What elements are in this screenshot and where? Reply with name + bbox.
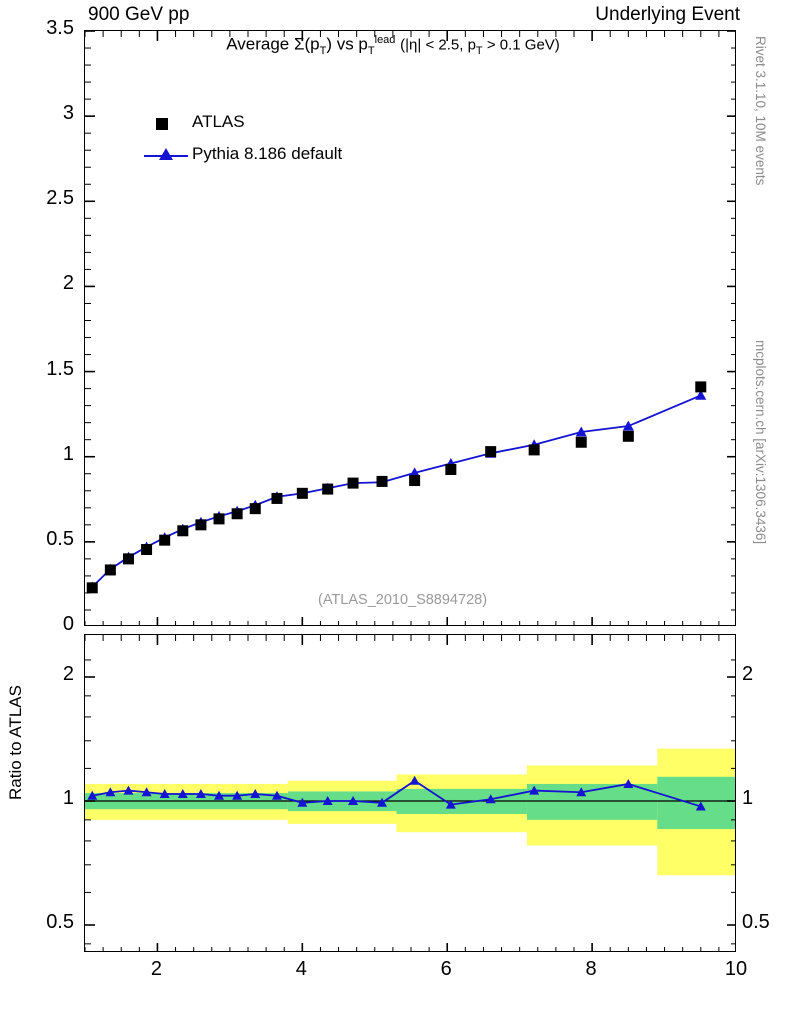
y-tick-label-ratio-right: 0.5 <box>742 911 770 933</box>
x-tick-label: 8 <box>585 958 597 980</box>
y-tick-label-ratio-right: 2 <box>742 663 754 685</box>
ratio-axis-title: Ratio to ATLAS <box>6 685 25 800</box>
arxiv-reference-label: mcplots.cern.ch [arXiv:1306.3436] <box>753 340 768 545</box>
title-sum: Σ(p <box>293 34 320 54</box>
main-plot-svg <box>85 31 736 626</box>
rivet-version-label: Rivet 3.1.10, 10M events <box>753 36 768 186</box>
x-tick-label: 4 <box>295 958 307 980</box>
triangle-marker-icon <box>159 148 173 160</box>
x-tick-label: 6 <box>440 958 452 980</box>
title-mid: ) vs p <box>326 34 368 54</box>
x-tick-label: 2 <box>150 958 162 980</box>
title-sub3: T <box>475 45 483 58</box>
y-tick-label-ratio-right: 1 <box>742 787 754 809</box>
ratio-plot-area <box>84 634 736 952</box>
title-sub1: T <box>319 45 327 58</box>
analysis-watermark: (ATLAS_2010_S8894728) <box>318 592 488 608</box>
square-marker-icon <box>156 118 168 130</box>
y-tick-label-main: 1 <box>62 442 74 465</box>
y-tick-label-ratio: 1 <box>62 787 74 809</box>
y-tick-label-main: 3.5 <box>46 17 74 39</box>
title-sub2: T <box>367 45 375 58</box>
legend-label-atlas: ATLAS <box>192 112 245 131</box>
header-left-label: 900 GeV pp <box>88 4 190 25</box>
header-right-label: Underlying Event <box>595 4 740 25</box>
main-plot-area <box>84 30 736 626</box>
title-avg: Average <box>226 34 290 54</box>
title-cond: (|η| < 2.5, p <box>400 36 476 54</box>
y-tick-label-main: 2 <box>62 272 74 295</box>
ratio-plot-svg <box>85 635 736 952</box>
x-tick-label: 10 <box>724 958 748 980</box>
y-tick-label-main: 2.5 <box>46 187 74 210</box>
y-tick-label-main: 0 <box>62 613 74 635</box>
y-tick-label-main: 1.5 <box>46 357 74 380</box>
plot-title <box>0 34 786 57</box>
y-tick-label-main: 0.5 <box>46 527 74 550</box>
title-sup: lead <box>374 34 396 46</box>
title-cond2: > 0.1 GeV) <box>482 36 560 54</box>
y-tick-label-main: 3 <box>62 102 74 125</box>
y-tick-label-ratio: 2 <box>62 663 74 685</box>
y-tick-label-ratio: 0.5 <box>46 911 74 933</box>
legend-label-pythia: Pythia 8.186 default <box>192 144 343 163</box>
